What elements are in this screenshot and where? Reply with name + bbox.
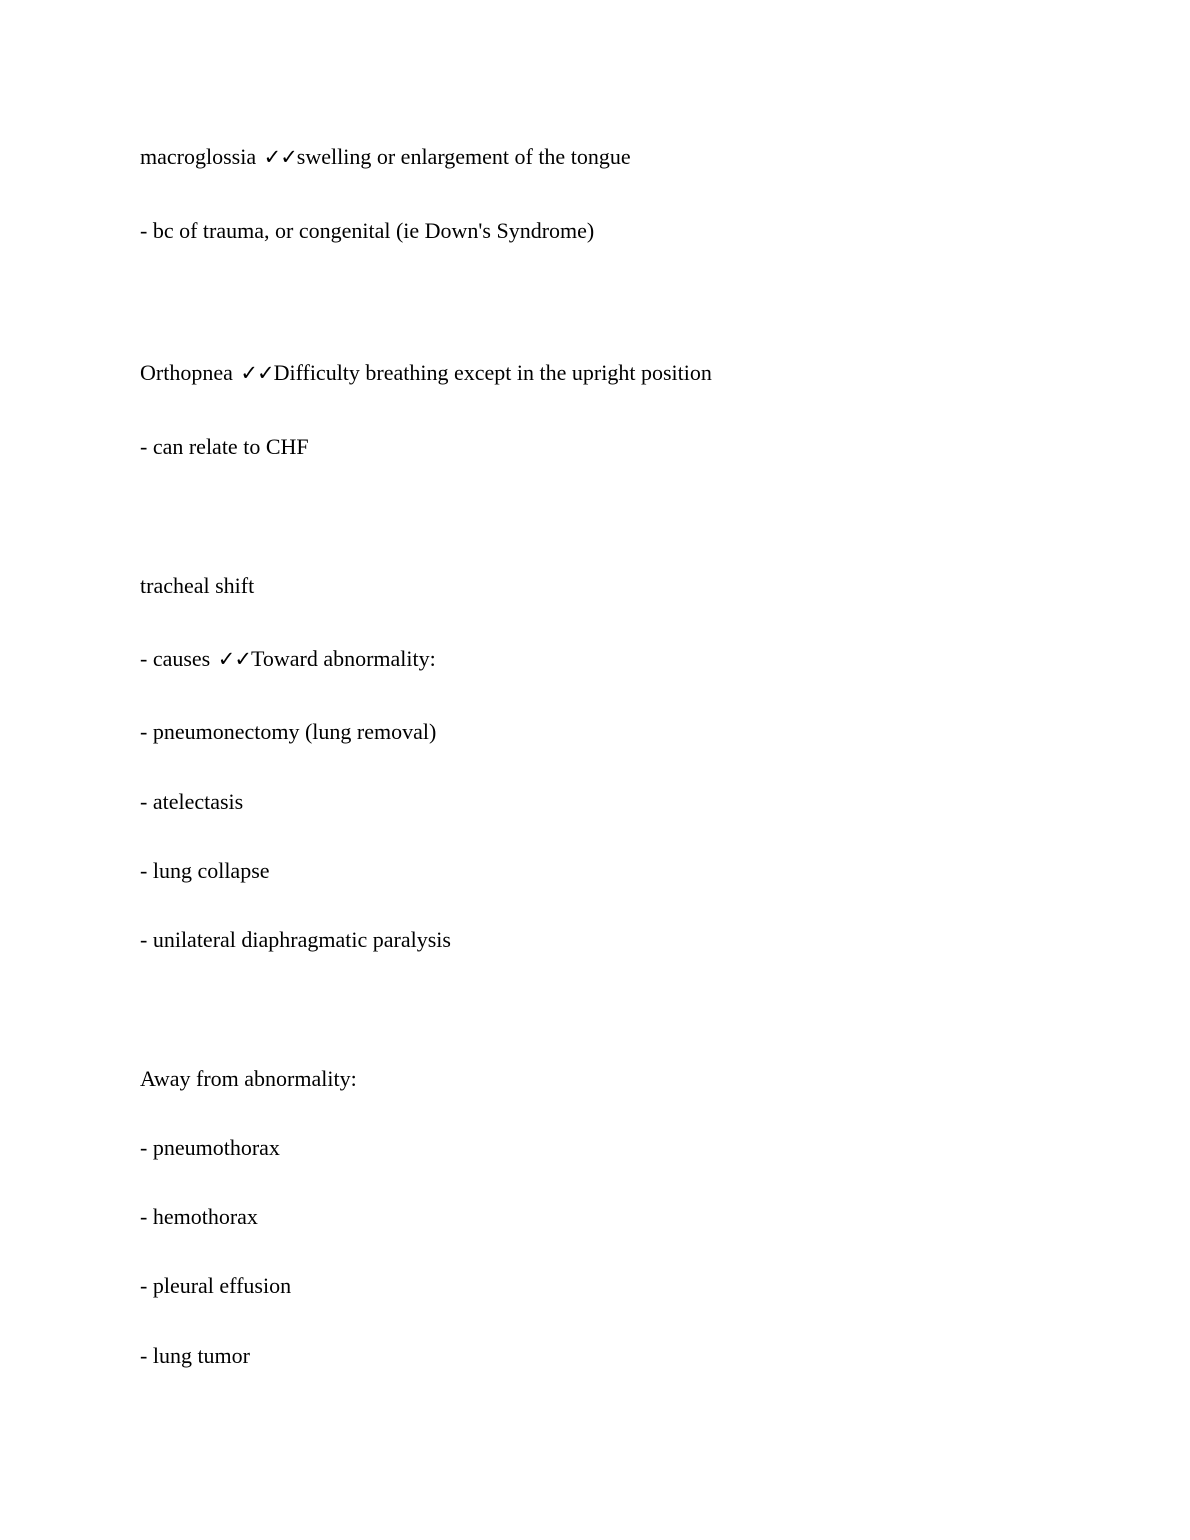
definition: Difficulty breathing except in the upright position [273,360,712,385]
list-item: - pneumonectomy (lung removal) [140,719,437,744]
term-line-causes [140,646,436,672]
list-item: - atelectasis [140,789,244,814]
heading-line: Away from abnormality: [140,1066,357,1091]
term: - causes [140,646,211,671]
double-check-icon: ✓✓ [217,647,251,671]
term-line-macroglossia [140,144,631,170]
term: Orthopnea [140,360,233,385]
definition: Toward abnormality: [250,646,436,671]
term-line-orthopnea [140,360,712,386]
list-item: - hemothorax [140,1204,258,1229]
list-item: - unilateral diaphragmatic paralysis [140,927,451,952]
list-item: - lung collapse [140,858,270,883]
list-item: - pleural effusion [140,1273,292,1298]
note-line: - bc of trauma, or congenital (ie Down's Syndrome) [140,218,595,243]
heading-line: tracheal shift [140,573,255,598]
note-line: - can relate to CHF [140,434,309,459]
list-item: - lung tumor [140,1343,250,1368]
double-check-icon: ✓✓ [263,145,297,169]
term: macroglossia [140,144,257,169]
definition: swelling or enlargement of the tongue [296,144,631,169]
list-item: - pneumothorax [140,1135,280,1160]
double-check-icon: ✓✓ [240,361,274,385]
